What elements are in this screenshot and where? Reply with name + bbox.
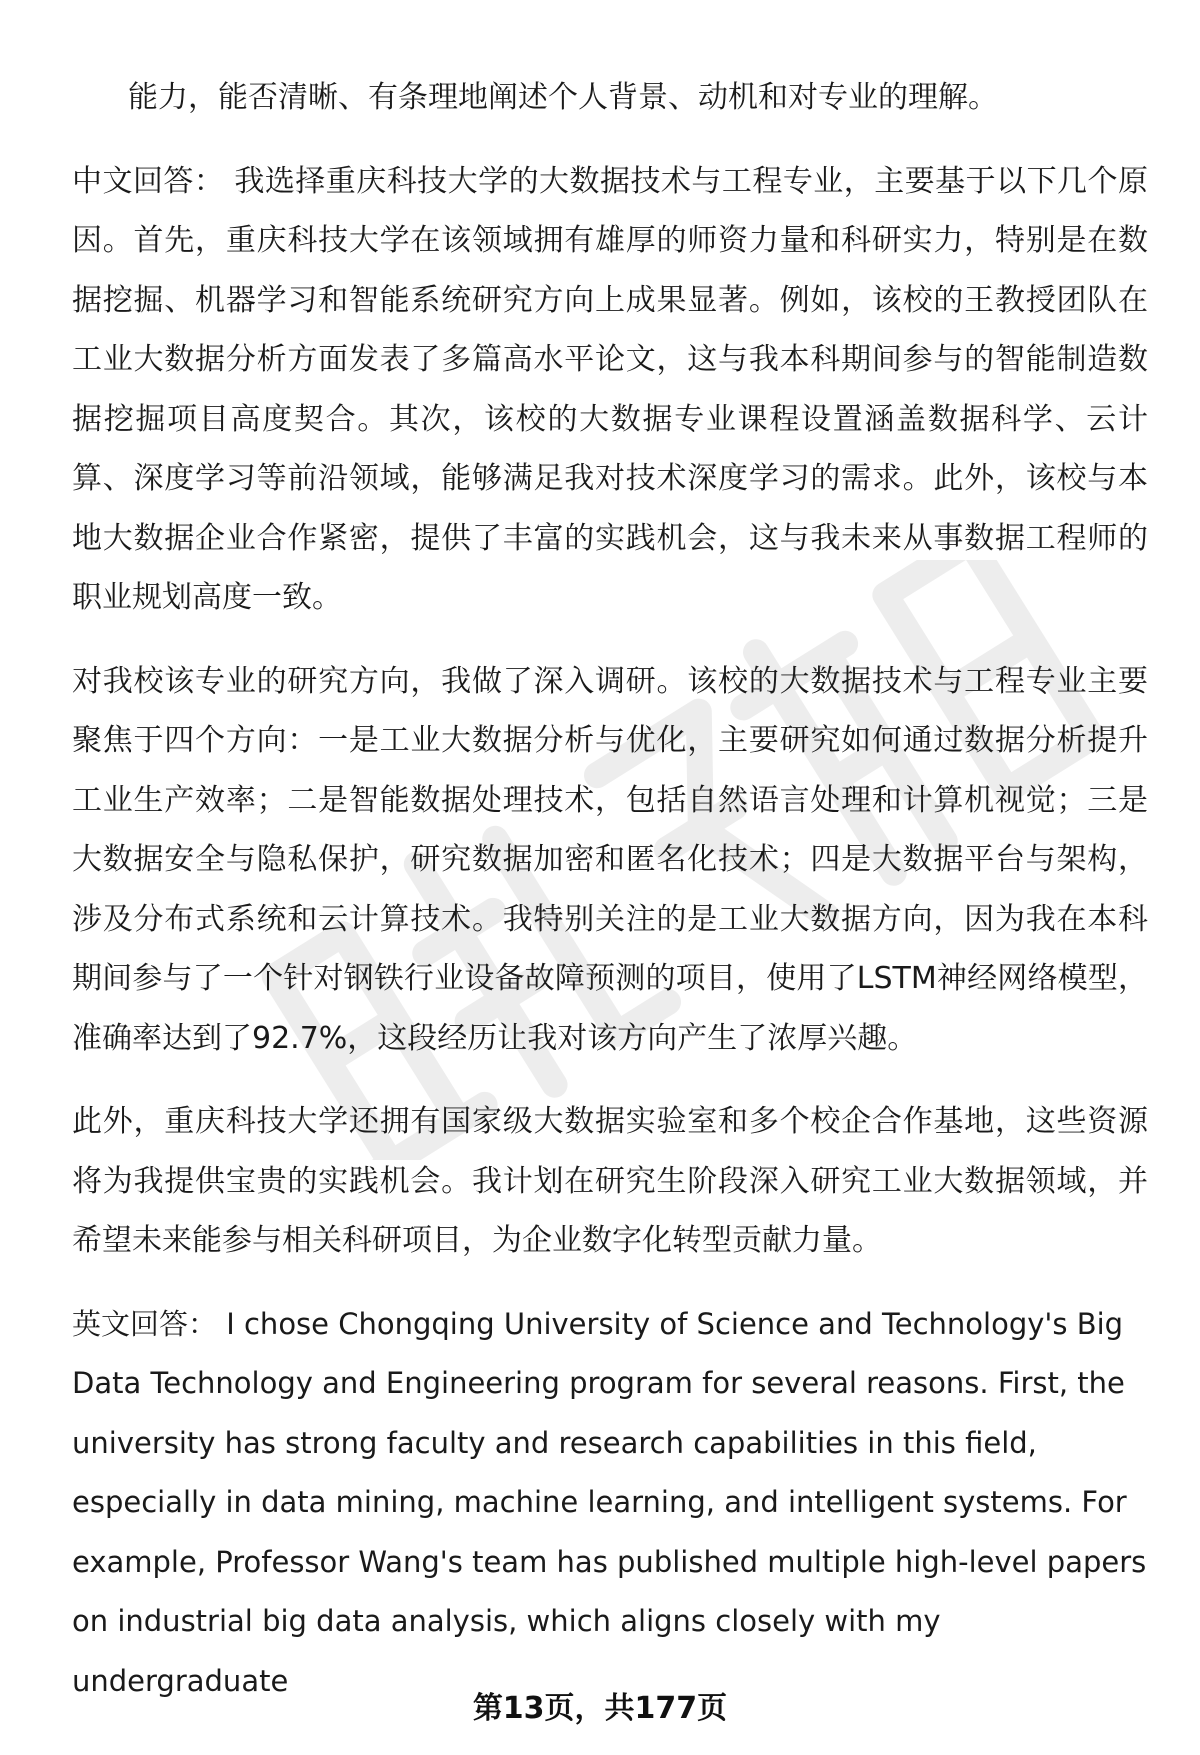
paragraph-intro: 能力，能否清晰、有条理地阐述个人背景、动机和对专业的理解。 [128, 80, 998, 115]
paragraph-resources: 此外，重庆科技大学还拥有国家级大数据实验室和多个校企合作基地，这些资源将为我提供宝贵的实践机会。我计划在研究生阶段深入研究工业大数据领域，并希望未来能参与相关科研项目，为企业数字化转型贡献力量。 [72, 1104, 1148, 1258]
paragraph-chinese-answer: 中文回答： 我选择重庆科技大学的大数据技术与工程专业，主要基于以下几个原因。首先，重庆科技大学在该领域拥有雄厚的师资力量和科研实力，特别是在数据挖掘、机器学习和智能系统研究方向上成果显著。例如，该校的王教授团队在工业大数据分析方面发表了多篇高水平论文，这与我本科期间参与的智能制造数据挖掘项目高度契合。其次，该校的大数据专业课程设置涵盖数据科学、云计算、深度学习等前沿领域，能够满足我对技术深度学习的需求。此外，该校与本地大数据企业合作紧密，提供了丰富的实践机会，这与我未来从事数据工程师的职业规划高度一致。 [72, 163, 1148, 615]
paragraph-research-directions: 对我校该专业的研究方向，我做了深入调研。该校的大数据技术与工程专业主要聚焦于四个方向：一是工业大数据分析与优化，主要研究如何通过数据分析提升工业生产效率；二是智能数据处理技术，包括自然语言处理和计算机视觉；三是大数据安全与隐私保护，研究数据加密和匿名化技术；四是大数据平台与架构，涉及分布式系统和云计算技术。我特别关注的是工业大数据方向，因为我在本科期间参与了一个针对钢铁行业设备故障预测的项目，使用了LSTM神经网络模型，准确率达到了92.7%，这段经历让我对该方向产生了浓厚兴趣。 [72, 663, 1148, 1056]
page-number-footer: 第13页，共177页 [472, 1691, 728, 1726]
document-body [72, 68, 1148, 1735]
paragraph-english-answer: 英文回答： I chose Chongqing University of Science and Technology's Big Data Technology and Engineering program for several reasons. First, the university has strong faculty and research capabilities in this field, especially in data mining, machine learning, and intelligent systems. For example, Professor Wang's team has published multiple high-level papers on industrial big data analysis, which aligns closely with my undergraduate [72, 1306, 1147, 1698]
